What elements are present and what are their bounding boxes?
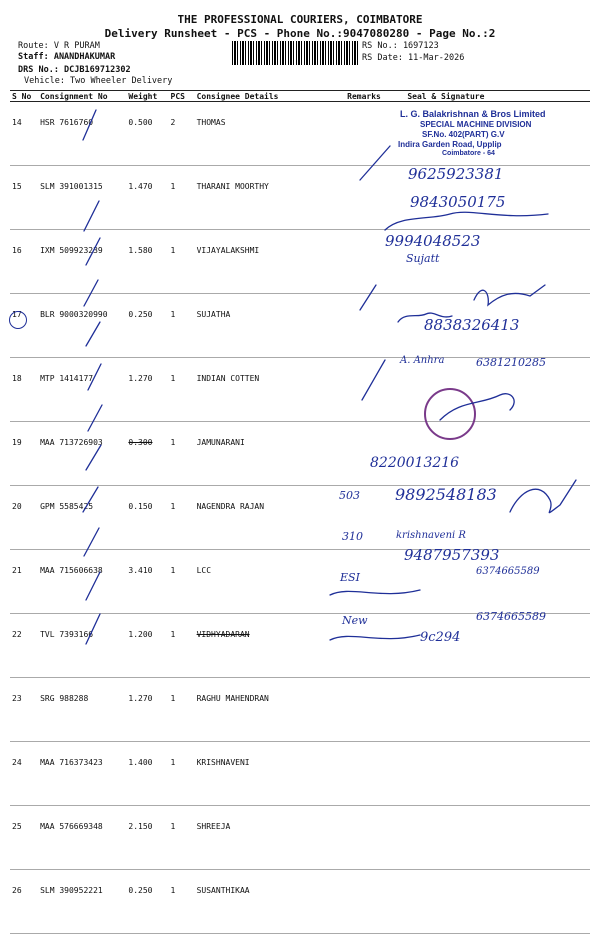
- table-row: [10, 806, 590, 870]
- cell-sno: 22: [10, 614, 38, 678]
- cell-consignee: LCC: [195, 550, 346, 614]
- hw-code-24: 310: [342, 530, 363, 543]
- cell-remarks: [345, 678, 405, 742]
- hw-name-24: krishnaveni R: [396, 530, 466, 541]
- cell-consignee: THOMAS: [195, 102, 346, 166]
- cell-consignee: SUSANTHIKAA: [195, 870, 346, 934]
- table-row: [10, 230, 590, 294]
- cell-consignee: RAGHU MAHENDRAN: [195, 678, 346, 742]
- cell-weight: 1.470: [126, 166, 168, 230]
- cell-consignment: HSR 7616760: [38, 102, 126, 166]
- drs-number: DRS No.: DCJB169712302: [18, 65, 131, 75]
- cell-remarks: [345, 166, 405, 230]
- cell-sno: 21: [10, 550, 38, 614]
- col-sno: S No: [10, 91, 38, 102]
- cell-pcs: 1: [169, 614, 195, 678]
- round-seal-stamp: [424, 388, 476, 440]
- cell-remarks: [345, 806, 405, 870]
- hw-name-20: A. Anhra: [400, 355, 445, 366]
- cell-consignment: IXM 509923239: [38, 230, 126, 294]
- cell-weight: 1.580: [126, 230, 168, 294]
- cell-consignment: TVL 7393166: [38, 614, 126, 678]
- cell-remarks: [345, 358, 405, 422]
- cell-pcs: 1: [169, 230, 195, 294]
- cell-consignment: SLM 391001315: [38, 166, 126, 230]
- hw-name-17: Sujatt: [406, 252, 440, 265]
- cell-consignment: MAA 716373423: [38, 742, 126, 806]
- cell-weight: 1.270: [126, 678, 168, 742]
- cell-sno: 16: [10, 230, 38, 294]
- cell-consignment: SRG 988288: [38, 678, 126, 742]
- cell-weight: 3.410: [126, 550, 168, 614]
- cell-consignment: GPM 5585425: [38, 486, 126, 550]
- vehicle-label: Vehicle: Two Wheeler Delivery: [24, 76, 173, 86]
- cell-consignee: SUJATHA: [195, 294, 346, 358]
- cell-weight: 1.400: [126, 742, 168, 806]
- cell-pcs: 1: [169, 870, 195, 934]
- cell-remarks: [345, 294, 405, 358]
- cell-remarks: [345, 742, 405, 806]
- cell-remarks: [345, 102, 405, 166]
- cell-consignment: MAA 576669348: [38, 806, 126, 870]
- cell-weight: 1.200: [126, 614, 168, 678]
- hw-phone-19: 8838326413: [424, 316, 520, 334]
- cell-signature: [405, 806, 590, 870]
- table-row: [10, 614, 590, 678]
- cell-sno: 23: [10, 678, 38, 742]
- cell-consignment: BLR 9000320990: [38, 294, 126, 358]
- stamp-line-5: Coimbatore - 64: [442, 150, 495, 157]
- table-row: [10, 422, 590, 486]
- col-remarks: Remarks: [345, 91, 405, 102]
- col-consignee: Consignee Details: [195, 91, 346, 102]
- cell-pcs: 1: [169, 294, 195, 358]
- cell-consignee: VIDHYADARAN: [195, 614, 346, 678]
- cell-pcs: 1: [169, 486, 195, 550]
- stamp-line-2: SPECIAL MACHINE DIVISION: [420, 120, 532, 129]
- cell-pcs: 1: [169, 678, 195, 742]
- cell-consignee: VIJAYALAKSHMI: [195, 230, 346, 294]
- cell-sno: 24: [10, 742, 38, 806]
- cell-sno: 25: [10, 806, 38, 870]
- cell-consignee: INDIAN COTTEN: [195, 358, 346, 422]
- cell-weight: 0.150: [126, 486, 168, 550]
- cell-signature: [405, 678, 590, 742]
- table-row: [10, 486, 590, 550]
- table-header-row: [10, 91, 590, 102]
- cell-consignment: MAA 715606638: [38, 550, 126, 614]
- hw-phone-25: 6374665589: [476, 566, 540, 577]
- company-title: THE PROFESSIONAL COURIERS, COIMBATORE: [177, 13, 423, 26]
- runsheet-subtitle: Delivery Runsheet - PCS - Phone No.:9047080280 - Page No.:2: [104, 27, 496, 40]
- cell-sno: 15: [10, 166, 38, 230]
- cell-pcs: 2: [169, 102, 195, 166]
- route-label: Route: V R PURAM: [18, 41, 100, 51]
- hw-phone-22: 8220013216: [370, 455, 460, 471]
- staff-label: Staff: ANANDHAKUMAR: [18, 52, 116, 62]
- hw-name-26: 9c294: [420, 630, 461, 645]
- col-signature: Seal & Signature: [405, 91, 590, 102]
- table-row: [10, 870, 590, 934]
- cell-pcs: 1: [169, 422, 195, 486]
- stamp-line-1: L. G. Balakrishnan & Bros Limited: [400, 109, 546, 119]
- cell-consignee: THARANI MOORTHY: [195, 166, 346, 230]
- hw-code-23: 503: [339, 489, 360, 502]
- hw-phone-15: 9625923381: [408, 165, 504, 183]
- cell-sno: 26: [10, 870, 38, 934]
- cell-weight: 0.500: [126, 102, 168, 166]
- cell-remarks: [345, 870, 405, 934]
- table-row: [10, 550, 590, 614]
- hw-code-25: ESI: [340, 571, 360, 584]
- cell-pcs: 1: [169, 550, 195, 614]
- cell-signature: [405, 742, 590, 806]
- col-consignment: Consignment No: [38, 91, 126, 102]
- rs-date: RS Date: 11-Mar-2026: [362, 53, 465, 63]
- cell-consignment: MTP 1414177: [38, 358, 126, 422]
- hw-phone-23: 9892548183: [395, 485, 497, 504]
- cell-remarks: [345, 422, 405, 486]
- circled-row-marker: [9, 311, 27, 329]
- hw-phone-17: 9994048523: [385, 232, 481, 250]
- cell-weight: 0.250: [126, 870, 168, 934]
- cell-sno: 17: [10, 294, 38, 358]
- barcode: [232, 41, 358, 65]
- cell-sno: 19: [10, 422, 38, 486]
- cell-consignment: MAA 713726903: [38, 422, 126, 486]
- cell-consignee: JAMUNARANI: [195, 422, 346, 486]
- cell-weight: 2.150: [126, 806, 168, 870]
- cell-sno: 18: [10, 358, 38, 422]
- table-row: [10, 742, 590, 806]
- hw-phone-16: 9843050175: [410, 193, 506, 211]
- rs-number: RS No.: 1697123: [362, 41, 439, 51]
- cell-sno: 20: [10, 486, 38, 550]
- cell-pcs: 1: [169, 358, 195, 422]
- table-row: [10, 678, 590, 742]
- cell-weight: 0.250: [126, 294, 168, 358]
- cell-weight: 1.270: [126, 358, 168, 422]
- hw-code-26: New: [342, 614, 368, 627]
- col-weight: Weight: [126, 91, 168, 102]
- cell-pcs: 1: [169, 166, 195, 230]
- cell-pcs: 1: [169, 806, 195, 870]
- col-pcs: PCS: [169, 91, 195, 102]
- cell-consignee: SHREEJA: [195, 806, 346, 870]
- cell-signature: [405, 870, 590, 934]
- cell-pcs: 1: [169, 742, 195, 806]
- hw-phone-20: 6381210285: [476, 356, 546, 369]
- hw-phone-26: 6374665589: [476, 610, 546, 623]
- cell-consignment: SLM 390952221: [38, 870, 126, 934]
- cell-sno: 14: [10, 102, 38, 166]
- stamp-line-4: Indira Garden Road, Upplip: [398, 140, 502, 149]
- runsheet-table: [10, 90, 590, 934]
- cell-weight: 0.300: [126, 422, 168, 486]
- hw-phone-24: 9487957393: [404, 546, 500, 564]
- cell-signature: [405, 614, 590, 678]
- stamp-line-3: SF.No. 402(PART) G.V: [422, 130, 505, 139]
- cell-consignee: KRISHNAVENI: [195, 742, 346, 806]
- cell-consignee: NAGENDRA RAJAN: [195, 486, 346, 550]
